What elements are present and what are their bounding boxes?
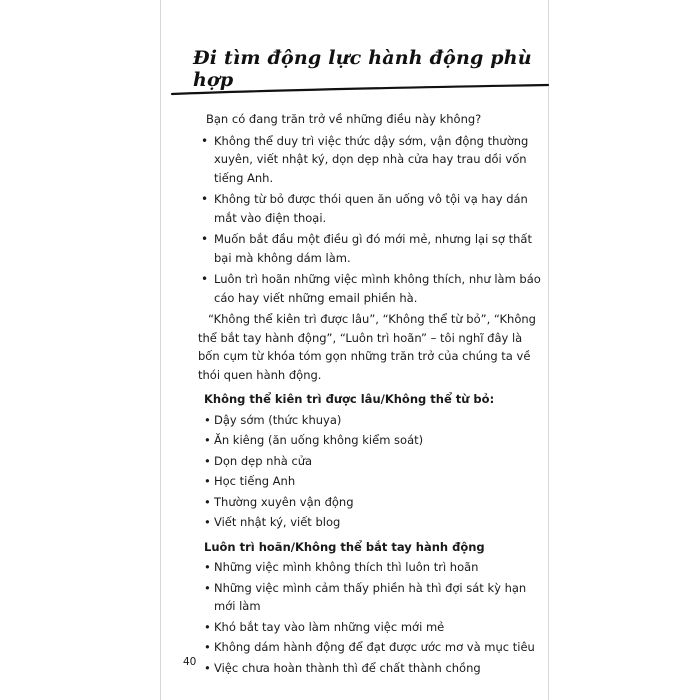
page-number: 40 [183,656,197,668]
list-item: • Muốn bắt đầu một điều gì đó mới mẻ, nhưng lại sợ thất bại mà không dám làm. [201,232,532,265]
bullet-icon: • [204,494,211,509]
bullet-icon: • [204,515,211,529]
bullet-icon: • [204,580,211,595]
section2-heading: Luôn trì hoãn/Không thể bắt tay hành động [204,539,485,554]
list-item: • Không từ bỏ được thói quen ăn uống vô tội vạ hay dán mắt vào điện thoại. [201,192,528,225]
list-item: • Ăn kiêng (ăn uống không kiểm soát) [204,431,543,450]
page-right-edge [548,0,549,700]
list-item: • Những việc mình cảm thấy phiền hà thì đợi sát kỳ hạn mới làm [204,580,527,613]
summary-paragraph: “Không thể kiên trì được lâu”, “Không thể từ bỏ”, “Không thể bắt tay hành động”, “Luôn trì hoãn” – tôi nghĩ đây là bốn cụm từ khóa tóm gọn những trăn trở của chúng ta về thói quen hành động. [198,312,536,382]
list-item: • Viết nhật ký, viết blog [204,513,543,532]
section1-heading: Không thể kiên trì được lâu/Không thể từ bỏ: [204,392,495,406]
bullet-icon: • [204,433,211,447]
bullet-icon: • [201,192,209,206]
bullet-icon: • [204,660,211,675]
section1-list [204,411,543,532]
title-underline [170,82,550,102]
intro-bullet-list [198,132,543,308]
list-item: • Khó bắt tay vào làm những việc mới mẻ [204,618,543,637]
bullet-icon: • [201,232,209,246]
list-item: • Thường xuyên vận động [204,493,543,512]
list-item: • Dọn dẹp nhà cửa [204,452,543,471]
list-item: • Những việc mình không thích thì luôn trì hoãn [204,558,543,577]
list-item: • Không dám hành động để đạt được ước mơ và mục tiêu [204,638,543,657]
list-item: • Việc chưa hoàn thành thì để chất thành chồng [204,659,543,678]
list-item: • Luôn trì hoãn những việc mình không thích, như làm báo cáo hay viết những email phiền hà. [201,272,541,305]
bullet-icon: • [204,619,211,634]
bullet-icon: • [204,560,211,574]
page-body [198,110,543,679]
intro-question: Bạn có đang trăn trở về những điều này không? [206,112,482,126]
bullet-icon: • [204,412,211,427]
bullet-icon: • [204,474,211,488]
list-item: • Học tiếng Anh [204,472,543,491]
bullet-icon: • [201,133,209,148]
chapter-title: Đi tìm động lực hành động phù hợp [193,47,532,91]
page-left-edge [160,0,161,700]
list-item: • Dậy sớm (thức khuya) [204,411,543,430]
bullet-icon: • [201,272,209,286]
list-item: • Không thể duy trì việc thức dậy sớm, vận động thường xuyên, viết nhật ký, dọn dẹp nhà cửa hay trau dồi vốn tiếng Anh. [201,133,529,185]
bullet-icon: • [204,640,211,654]
bullet-icon: • [204,453,211,468]
section2-list [204,558,543,677]
